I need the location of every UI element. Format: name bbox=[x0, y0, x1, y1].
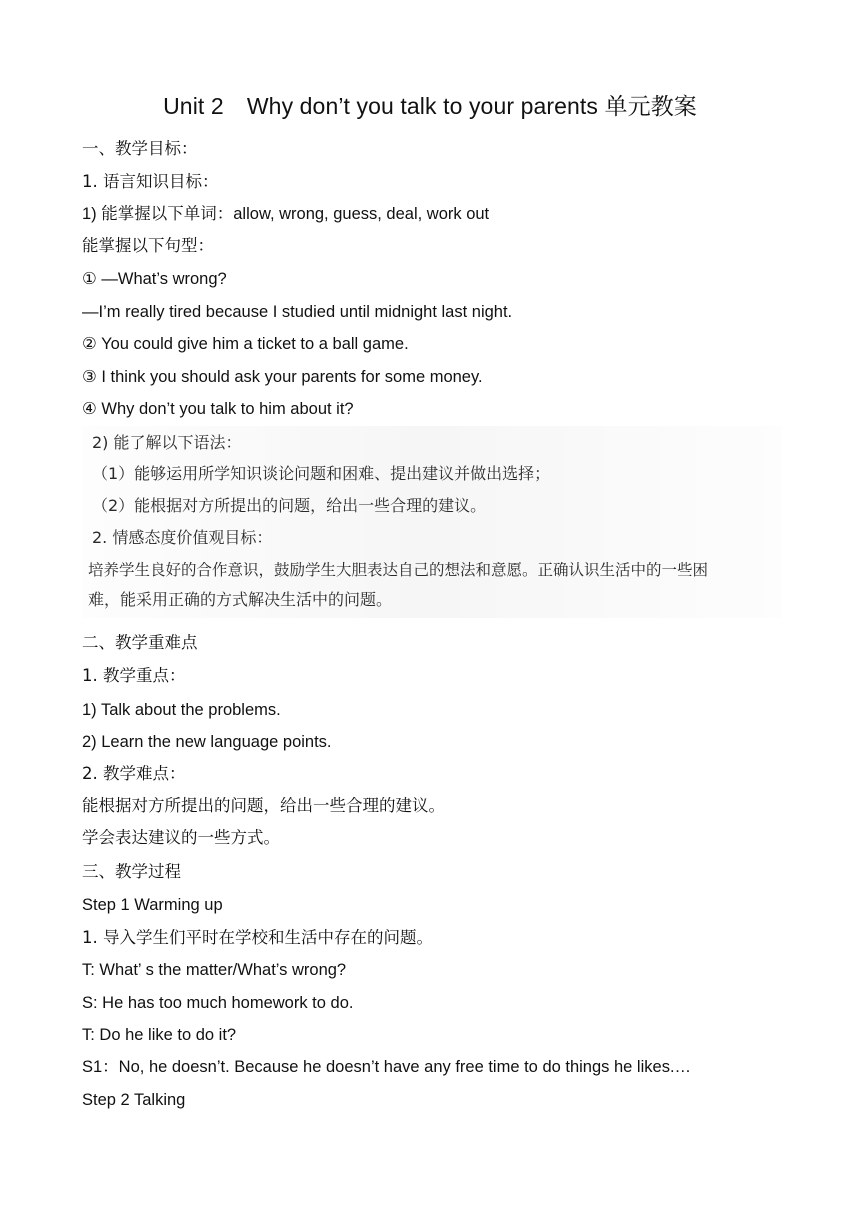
subheading-language-goals: 1. 语言知识目标： bbox=[82, 172, 219, 191]
sentence-3: ③ I think you should ask your parents for some money. bbox=[82, 368, 483, 386]
dialogue-teacher-1: T: What’ s the matter/What’s wrong? bbox=[82, 961, 347, 979]
step-1-intro: 1. 导入学生们平时在学校和生活中存在的问题。 bbox=[82, 928, 433, 947]
sentence-1: ① —What’s wrong? bbox=[82, 270, 227, 288]
embedded-scanned-image bbox=[82, 426, 782, 618]
key-point-1: 1) Talk about the problems. bbox=[82, 701, 281, 719]
sentence-4: ④ Why don’t you talk to him about it? bbox=[82, 400, 354, 418]
step-1-heading: Step 1 Warming up bbox=[82, 896, 223, 914]
grammar-item-1: （1）能够运用所学知识谈论问题和困难、提出建议并做出选择； bbox=[92, 464, 551, 483]
sentence-patterns-label: 能掌握以下句型： bbox=[82, 236, 214, 255]
sentence-1-answer: —I’m really tired because I studied until midnight last night. bbox=[82, 303, 513, 321]
key-point-2: 2) Learn the new language points. bbox=[82, 733, 332, 751]
sentence-2: ② You could give him a ticket to a ball game. bbox=[82, 335, 409, 353]
dialogue-teacher-2: T: Do he like to do it? bbox=[82, 1026, 237, 1044]
grammar-heading: 2) 能了解以下语法： bbox=[92, 433, 242, 452]
difficult-point-1: 能根据对方所提出的问题，给出一些合理的建议。 bbox=[82, 796, 445, 815]
subheading-difficult-points: 2. 教学难点： bbox=[82, 764, 186, 783]
section-heading-objectives: 一、教学目标： bbox=[82, 139, 198, 158]
subheading-key-points: 1. 教学重点： bbox=[82, 666, 186, 685]
emotion-goals-line-2: 难，能采用正确的方式解决生活中的问题。 bbox=[88, 590, 393, 609]
document-title: Unit 2 Why don’t you talk to your parents 单元教案 bbox=[163, 93, 697, 119]
section-heading-process: 三、教学过程 bbox=[82, 862, 181, 881]
dialogue-student-2: S1：No, he doesn’t. Because he doesn’t have any free time to do things he likes.… bbox=[82, 1058, 692, 1076]
emotion-goals-heading: 2. 情感态度价值观目标： bbox=[92, 528, 273, 547]
difficult-point-2: 学会表达建议的一些方式。 bbox=[82, 828, 280, 847]
emotion-goals-line-1: 培养学生良好的合作意识，鼓励学生大胆表达自己的想法和意愿。正确认识生活中的一些困 bbox=[88, 561, 709, 579]
vocabulary-line: 1) 能掌握以下单词：allow, wrong, guess, deal, work out bbox=[82, 205, 490, 223]
section-heading-key-points: 二、教学重难点 bbox=[82, 633, 198, 652]
dialogue-student-1: S: He has too much homework to do. bbox=[82, 994, 354, 1012]
step-2-heading: Step 2 Talking bbox=[82, 1091, 186, 1109]
grammar-item-2: （2）能根据对方所提出的问题，给出一些合理的建议。 bbox=[92, 496, 487, 515]
